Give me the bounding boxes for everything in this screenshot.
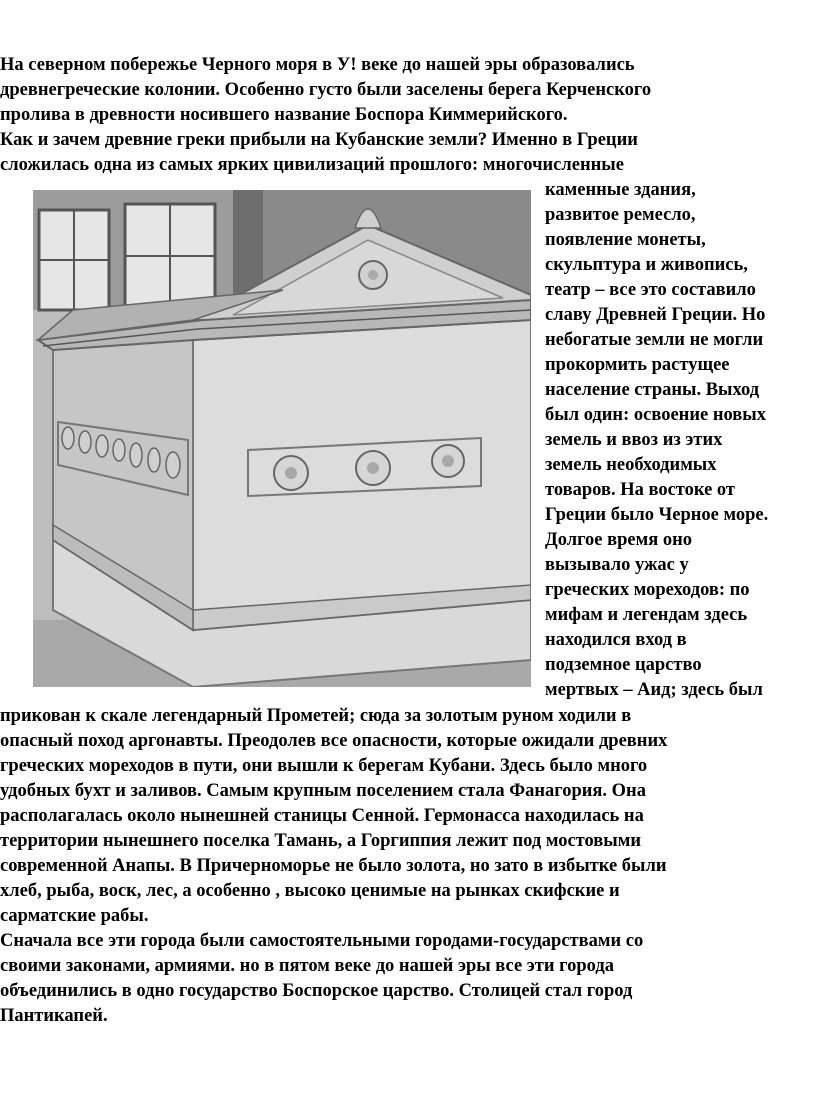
text-line: Как и зачем древние греки прибыли на Кубанские земли? Именно в Греции (0, 130, 638, 150)
text-line: Греции было Черное море. (545, 505, 769, 525)
text-line: современной Анапы. В Причерноморье не было золота, но зато в избытке были (0, 856, 667, 876)
text-line: появление монеты, (545, 230, 706, 250)
text-line: земель и ввоз из этих (545, 430, 723, 450)
text-line: население страны. Выход (545, 380, 760, 400)
text-line: пролива в древности носившего название Боспора Киммерийского. (0, 105, 568, 125)
text-line: прикован к скале легендарный Прометей; сюда за золотым руном ходили в (0, 706, 632, 726)
text-line: товаров. На востоке от (545, 480, 736, 500)
text-line: подземное царство (545, 655, 702, 675)
sarcophagus-photo (33, 190, 531, 687)
text-line: каменные здания, (545, 180, 696, 200)
text-line: сложилась одна из самых ярких цивилизаций прошлого: многочисленные (0, 155, 624, 175)
text-line: греческих мореходов в пути, они вышли к берегам Кубани. Здесь было много (0, 756, 648, 776)
text-line: скульптура и живопись, (545, 255, 748, 275)
text-line: вызывало ужас у (545, 555, 689, 575)
text-line: территории нынешнего поселка Тамань, а Горгиппия лежит под мостовыми (0, 831, 641, 851)
text-line: Пантикапей. (0, 1006, 108, 1026)
text-line: На северном побережье Черного моря в У! веке до нашей эры образовались (0, 55, 635, 75)
text-line: своими законами, армиями. но в пятом веке до нашей эры все эти города (0, 956, 614, 976)
text-line: хлеб, рыба, воск, лес, а особенно , высоко ценимые на рынках скифские и (0, 881, 620, 901)
text-line: небогатые земли не могли (545, 330, 764, 350)
text-line: греческих мореходов: по (545, 580, 750, 600)
text-line: прокормить растущее (545, 355, 730, 375)
text-line: опасный поход аргонавты. Преодолев все опасности, которые ожидали древних (0, 731, 668, 751)
text-line: земель необходимых (545, 455, 717, 475)
text-line: сарматские рабы. (0, 906, 149, 926)
text-line: находился вход в (545, 630, 687, 650)
text-line: объединились в одно государство Боспорское царство. Столицей стал город (0, 981, 633, 1001)
text-line: мифам и легендам здесь (545, 605, 748, 625)
text-line: мертвых – Аид; здесь был (545, 680, 763, 700)
text-line: развитое ремесло, (545, 205, 696, 225)
text-line: удобных бухт и заливов. Самым крупным поселением стала Фанагория. Она (0, 781, 646, 801)
text-line: славу Древней Греции. Но (545, 305, 766, 325)
text-line: Долгое время оно (545, 530, 693, 550)
text-line: древнегреческие колонии. Особенно густо были заселены берега Керченского (0, 80, 652, 100)
text-line: располагалась около нынешней станицы Сенной. Гермонасса находилась на (0, 806, 644, 826)
text-line: был один: освоение новых (545, 405, 766, 425)
text-line: театр – все это составило (545, 280, 756, 300)
text-line: Сначала все эти города были самостоятельными городами-государствами со (0, 931, 644, 951)
